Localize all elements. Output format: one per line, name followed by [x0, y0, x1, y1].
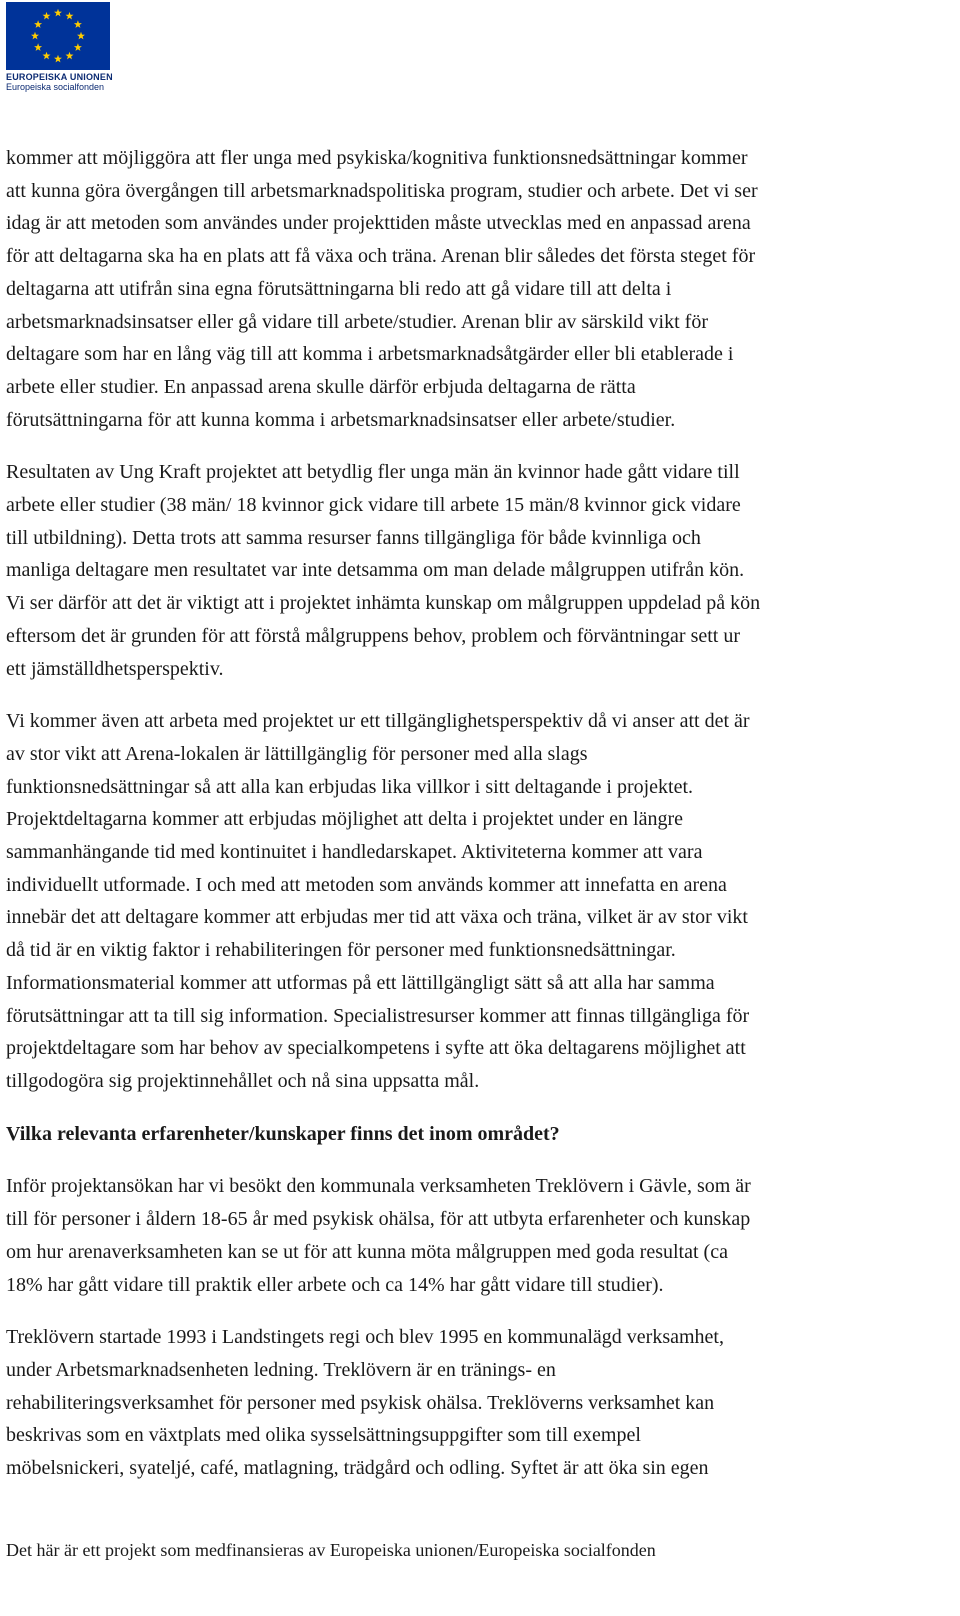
- document-body: [6, 142, 946, 1505]
- section-heading: Vilka relevanta erfarenheter/kunskaper finns det inom området?: [6, 1122, 560, 1145]
- text-line: kommer att möjliggöra att fler unga med psykiska/kognitiva funktionsnedsättningar kommer: [6, 147, 748, 169]
- text-line: Vi kommer även att arbeta med projektet ur ett tillgänglighetsperspektiv då vi anser att det är: [6, 710, 750, 733]
- paragraph-2: [6, 456, 946, 685]
- logo-subtitle: Europeiska socialfonden: [6, 82, 105, 92]
- text-line: beskrivas som en växtplats med olika sysselsättningsuppgifter som till exempel: [6, 1424, 641, 1447]
- text-line: manliga deltagare men resultatet var inte detsamma om man delade målgruppen utifrån kön.: [6, 559, 745, 582]
- logo-title: EUROPEISKA UNIONEN: [6, 72, 113, 82]
- text-line: för att deltagarna ska ha en plats att få växa och träna. Arenan blir således det första steget för: [6, 245, 756, 268]
- text-line: tillgodogöra sig projektinnehållet och nå sina uppsatta mål.: [6, 1069, 480, 1092]
- text-line: deltagarna att utifrån sina egna förutsättningarna bli redo att gå vidare till att delta i: [6, 277, 672, 300]
- text-line: idag är att metoden som användes under projekttiden måste utvecklas med en anpassad arena: [6, 212, 751, 235]
- text-line: funktionsnedsättningar så att alla kan erbjudas lika villkor i sitt deltagande i projektet.: [6, 775, 694, 798]
- text-line: Resultaten av Ung Kraft projektet att betydlig fler unga män än kvinnor hade gått vidare till: [6, 461, 740, 484]
- paragraph-5: [6, 1321, 946, 1485]
- text-line: 18% har gått vidare till praktik eller arbete och ca 14% har gått vidare till studier).: [6, 1273, 664, 1296]
- text-line: rehabiliteringsverksamhet för personer med psykisk ohälsa. Treklöverns verksamhet kan: [6, 1391, 715, 1414]
- text-line: eftersom det är grunden för att förstå målgruppens behov, problem och förväntningar sett ur: [6, 624, 741, 647]
- paragraph-3: [6, 705, 946, 1097]
- text-line: individuellt utformade. I och med att metoden som används kommer att innefatta en arena: [6, 873, 727, 896]
- text-line: ett jämställdhetsperspektiv.: [6, 657, 224, 680]
- text-line: då tid är en viktig faktor i rehabiliteringen för personer med funktionsnedsättningar.: [6, 939, 676, 962]
- text-line: att kunna göra övergången till arbetsmarknadspolitiska program, studier och arbete. Det vi ser: [6, 179, 758, 202]
- paragraph-4: [6, 1170, 946, 1301]
- text-line: deltagare som har en lång väg till att komma i arbetsmarknadsåtgärder eller bli etablerade i: [6, 343, 734, 366]
- text-line: av stor vikt att Arena-lokalen är lättillgänglig för personer med alla slags: [6, 742, 588, 765]
- page-footer: Det här är ett projekt som medfinansieras av Europeiska unionen/Europeiska socialfonden: [6, 1540, 656, 1560]
- text-line: innebär det att deltagare kommer att erbjudas mer tid att växa och träna, vilket är av stor vikt: [6, 906, 748, 929]
- text-line: arbete eller studier (38 män/ 18 kvinnor gick vidare till arbete 15 män/8 kvinnor gick vidare: [6, 494, 741, 517]
- text-line: Treklövern startade 1993 i Landstingets regi och blev 1995 en kommunalägd verksamhet,: [6, 1326, 724, 1349]
- paragraph-1: [6, 142, 946, 436]
- text-line: förutsättningar att ta till sig information. Specialistresurser kommer att finnas tillgängliga för: [6, 1004, 750, 1027]
- text-line: Inför projektansökan har vi besökt den kommunala verksamheten Treklövern i Gävle, som är: [6, 1175, 751, 1198]
- text-line: möbelsnickeri, syateljé, café, matlagning, trädgård och odling. Syftet är att öka sin egen: [6, 1457, 709, 1480]
- text-line: sammanhängande tid med kontinuitet i handledarskapet. Aktiviteterna kommer att vara: [6, 841, 703, 864]
- eu-logo: [6, 2, 112, 92]
- text-line: under Arbetsmarknadsenheten ledning. Treklövern är en tränings- en: [6, 1358, 556, 1381]
- text-line: till utbildning). Detta trots att samma resurser fanns tillgängliga för både kvinnliga och: [6, 526, 701, 549]
- text-line: arbete eller studier. En anpassad arena skulle därför erbjuda deltagarna de rätta: [6, 375, 636, 398]
- text-line: Vi ser därför att det är viktigt att i projektet inhämta kunskap om målgruppen uppdelad på kön: [6, 592, 761, 615]
- text-line: projektdeltagare som har behov av specialkompetens i syfte att öka deltagarens möjlighet att: [6, 1037, 746, 1060]
- text-line: om hur arenaverksamheten kan se ut för att kunna möta målgruppen med goda resultat (ca: [6, 1240, 728, 1263]
- text-line: arbetsmarknadsinsatser eller gå vidare till arbete/studier. Arenan blir av särskild vikt för: [6, 310, 708, 333]
- text-line: förutsättningarna för att kunna komma i arbetsmarknadsinsatser eller arbete/studier.: [6, 408, 676, 431]
- eu-flag-icon: [6, 2, 110, 70]
- text-line: Informationsmaterial kommer att utformas på ett lättillgängligt sätt så att alla har samma: [6, 971, 715, 994]
- text-line: till för personer i åldern 18-65 år med psykisk ohälsa, för att utbyta erfarenheter och kunskap: [6, 1208, 751, 1231]
- text-line: Projektdeltagarna kommer att erbjudas möjlighet att delta i projektet under en längre: [6, 808, 683, 831]
